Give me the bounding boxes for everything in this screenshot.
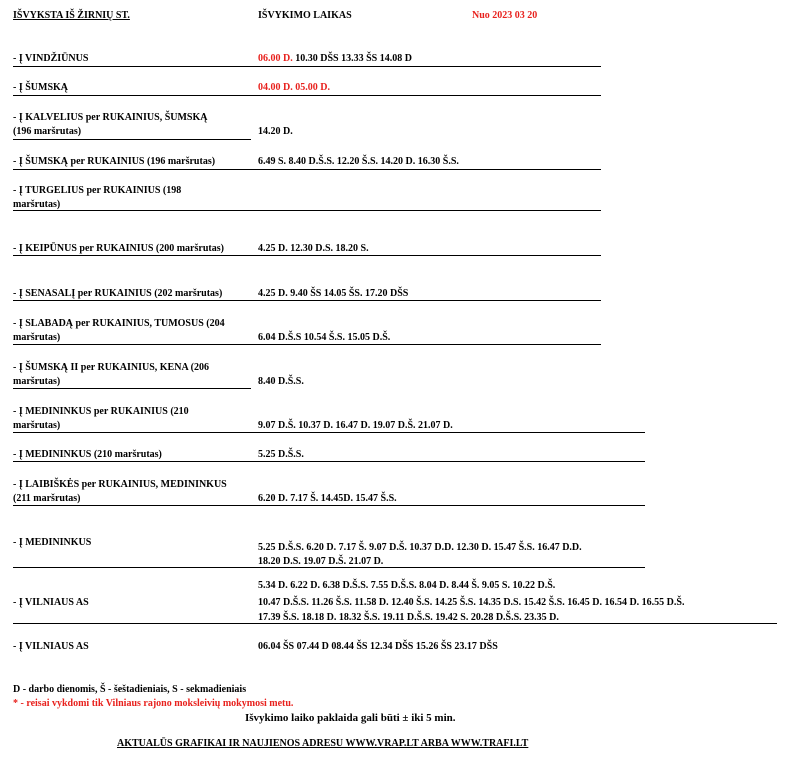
route-destination: - Į KALVELIUS per RUKAINIUS, ŠUMSKĄ — [13, 112, 208, 123]
row-divider — [13, 344, 601, 345]
route-times: 06.04 ŠS 07.44 D 08.44 ŠS 12.34 DŠS 15.26 ŠS 23.17 DŠS — [258, 641, 498, 652]
legend-text: D - darbo dienomis, Š - šeštadieniais, S - sekmadieniais — [13, 684, 247, 695]
route-times: 5.25 D.Š.S. — [258, 449, 304, 460]
row-divider — [13, 567, 645, 568]
route-destination: - Į MEDININKUS (210 maršrutas) — [13, 449, 162, 460]
route-times: 8.40 D.Š.S. — [258, 376, 304, 387]
route-destination: - Į ŠUMSKĄ II per RUKAINIUS, KENA (206 — [13, 362, 209, 373]
route-times: 9.07 D.Š. 10.37 D. 16.47 D. 19.07 D.Š. 21.07 D. — [258, 420, 453, 431]
route-destination-cont: (211 maršrutas) — [13, 493, 81, 504]
time-column-title: IŠVYKIMO LAIKAS — [258, 10, 352, 21]
row-divider — [13, 95, 601, 96]
row-divider — [13, 505, 645, 506]
route-destination-cont: maršrutas) — [13, 420, 61, 431]
route-times: 4.25 D. 12.30 D.S. 18.20 S. — [258, 243, 369, 254]
departure-title: IŠVYKSTA IŠ ŽIRNIŲ ST. — [13, 10, 130, 21]
route-times-cont: 17.39 Š.S. 18.18 D. 18.32 Š.S. 19.11 D.Š.S. 19.42 S. 20.28 D.Š.S. 23.35 D. — [258, 612, 559, 623]
route-destination: - Į ŠUMSKĄ — [13, 82, 69, 93]
route-times-red: 06.00 D. — [258, 53, 293, 64]
row-divider — [13, 210, 601, 211]
row-divider — [13, 432, 645, 433]
route-destination-cont: maršrutas) — [13, 332, 61, 343]
row-divider — [13, 300, 601, 301]
route-destination: - Į MEDININKUS per RUKAINIUS (210 — [13, 406, 189, 417]
valid-from-date: Nuo 2023 03 20 — [472, 10, 538, 21]
website-link[interactable]: AKTUALŪS GRAFIKAI IR NAUJIENOS ADRESU WWW.VRAP.LT ARBA WWW.TRAFI.LT — [117, 738, 529, 749]
row-divider — [13, 388, 251, 389]
route-times: 6.04 D.Š.S 10.54 Š.S. 15.05 D.Š. — [258, 332, 391, 343]
row-divider — [13, 66, 601, 67]
tolerance-note: Išvykimo laiko paklaida gali būti ± iki 5 min. — [245, 712, 456, 724]
route-times: 5.25 D.Š.S. 6.20 D. 7.17 Š. 9.07 D.Š. 10.37 D.D. 12.30 D. 15.47 Š.S. 16.47 D.D. — [258, 542, 582, 553]
route-destination: - Į VILNIAUS AS — [13, 641, 89, 652]
route-destination-cont: maršrutas) — [13, 199, 61, 210]
route-times: 14.20 D. — [258, 126, 293, 137]
route-destination-cont: (196 maršrutas) — [13, 126, 82, 137]
route-times: 6.20 D. 7.17 Š. 14.45D. 15.47 Š.S. — [258, 493, 397, 504]
route-destination: - Į VINDŽIŪNUS — [13, 53, 89, 64]
row-divider — [13, 139, 251, 140]
route-times-cont: 10.47 D.Š.S. 11.26 Š.S. 11.58 D. 12.40 Š.S. 14.25 Š.S. 14.35 D.S. 15.42 Š.S. 16.45 D. 16.54 D. 16.55 D.Š. — [258, 597, 685, 608]
route-destination: - Į SLABADĄ per RUKAINIUS, TUMOSUS (204 — [13, 318, 225, 329]
route-destination: - Į ŠUMSKĄ per RUKAINIUS (196 maršrutas) — [13, 156, 216, 167]
route-destination: - Į LAIBIŠKĖS per RUKAINIUS, MEDININKUS — [13, 479, 227, 490]
school-note: * - reisai vykdomi tik Vilniaus rajono moksleivių mokymosi metu. — [13, 698, 294, 709]
route-destination: - Į MEDININKUS — [13, 537, 92, 548]
row-divider — [13, 255, 601, 256]
route-times-rest: 10.30 DŠS 13.33 ŠS 14.08 D — [292, 53, 412, 64]
route-times: 6.49 S. 8.40 D.Š.S. 12.20 Š.S. 14.20 D. 16.30 Š.S. — [258, 156, 459, 167]
route-times — [258, 52, 412, 65]
route-times: 4.25 D. 9.40 ŠS 14.05 ŠS. 17.20 DŠS — [258, 288, 409, 299]
route-destination-cont: maršrutas) — [13, 376, 61, 387]
route-destination: - Į VILNIAUS AS — [13, 597, 89, 608]
row-divider — [13, 623, 777, 624]
route-destination: - Į SENASALĮ per RUKAINIUS (202 maršrutas) — [13, 288, 223, 299]
route-times-cont: 18.20 D.S. 19.07 D.Š. 21.07 D. — [258, 556, 384, 567]
row-divider — [13, 169, 601, 170]
route-times-red: 04.00 D. 05.00 D. — [258, 82, 330, 93]
route-destination: - Į KEIPŪNUS per RUKAINIUS (200 maršrutas) — [13, 243, 224, 254]
route-destination: - Į TURGELIUS per RUKAINIUS (198 — [13, 185, 182, 196]
row-divider — [13, 461, 645, 462]
route-times: 5.34 D. 6.22 D. 6.38 D.Š.S. 7.55 D.Š.S. 8.04 D. 8.44 Š. 9.05 S. 10.22 D.Š. — [258, 580, 556, 591]
